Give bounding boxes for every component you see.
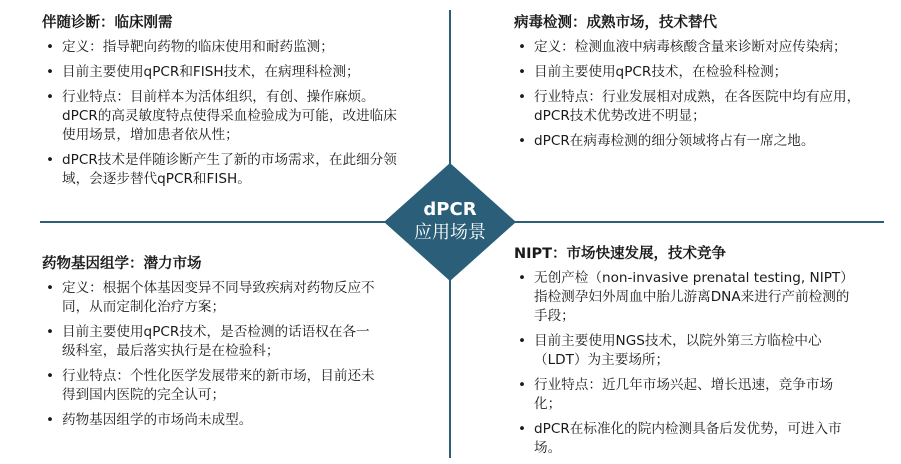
list-item: • dPCR在病毒检测的细分领域将占有一席之地。 [514,132,862,151]
list-item: • 定义：根据个体基因变异不同导致疾病对药物反应不同，从而定制化治疗方案； [42,279,382,317]
list-item: • 目前主要使用qPCR和FISH技术，在病理科检测； [42,63,400,82]
list-item: • dPCR在标准化的院内检测具备后发优势，可进入市场。 [514,420,858,458]
quadrant-heading: 病毒检测：成熟市场，技术替代 [514,15,717,31]
bullet-list [42,38,400,189]
quadrant-virus-detection [514,14,862,157]
list-item: • 行业特点：目前样本为活体组织，有创、操作麻烦。dPCR的高灵敏度特点使得采血检验成为可能，改进临床使用场景，增加患者依从性； [42,88,400,145]
quadrant-companion-diagnostics [42,14,400,195]
bullet-list [514,269,858,458]
center-title: dPCR [423,199,477,220]
list-item: • 行业特点：个性化医学发展带来的新市场，目前还未得到国内医院的完全认可； [42,367,382,405]
quadrant-pharmacogenomics [42,255,382,436]
list-item: • 行业特点：近几年市场兴起、增长迅速，竞争市场化； [514,376,858,414]
bullet-list [514,38,862,151]
quadrant-nipt [514,245,858,464]
quadrant-heading: 伴随诊断：临床刚需 [42,15,173,31]
list-item: • 定义：检测血液中病毒核酸含量来诊断对应传染病； [514,38,862,57]
list-item: • 行业特点：行业发展相对成熟，在各医院中均有应用，dPCR技术优势改进不明显； [514,88,862,126]
list-item: • 无创产检（non-invasive prenatal testing, NIPT）指检测孕妇外周血中胎儿游离DNA来进行产前检测的手段； [514,269,858,326]
list-item: • 药物基因组学的市场尚未成型。 [42,411,382,430]
list-item: • dPCR技术是伴随诊断产生了新的市场需求，在此细分领域，会逐步替代qPCR和FISH。 [42,151,400,189]
center-label [384,163,516,281]
list-item: • 目前主要使用qPCR技术，是否检测的话语权在各一级科室，最后落实执行是在检验科； [42,323,382,361]
list-item: • 目前主要使用NGS技术，以院外第三方临检中心（LDT）为主要场所； [514,332,858,370]
list-item: • 定义：指导靶向药物的临床使用和耐药监测； [42,38,400,57]
quadrant-heading: 药物基因组学：潜力市场 [42,256,202,272]
center-subtitle: 应用场景 [414,222,486,243]
quadrant-heading: NIPT：市场快速发展，技术竞争 [514,246,727,262]
bullet-list [42,279,382,430]
list-item: • 目前主要使用qPCR技术，在检验科检测； [514,63,862,82]
